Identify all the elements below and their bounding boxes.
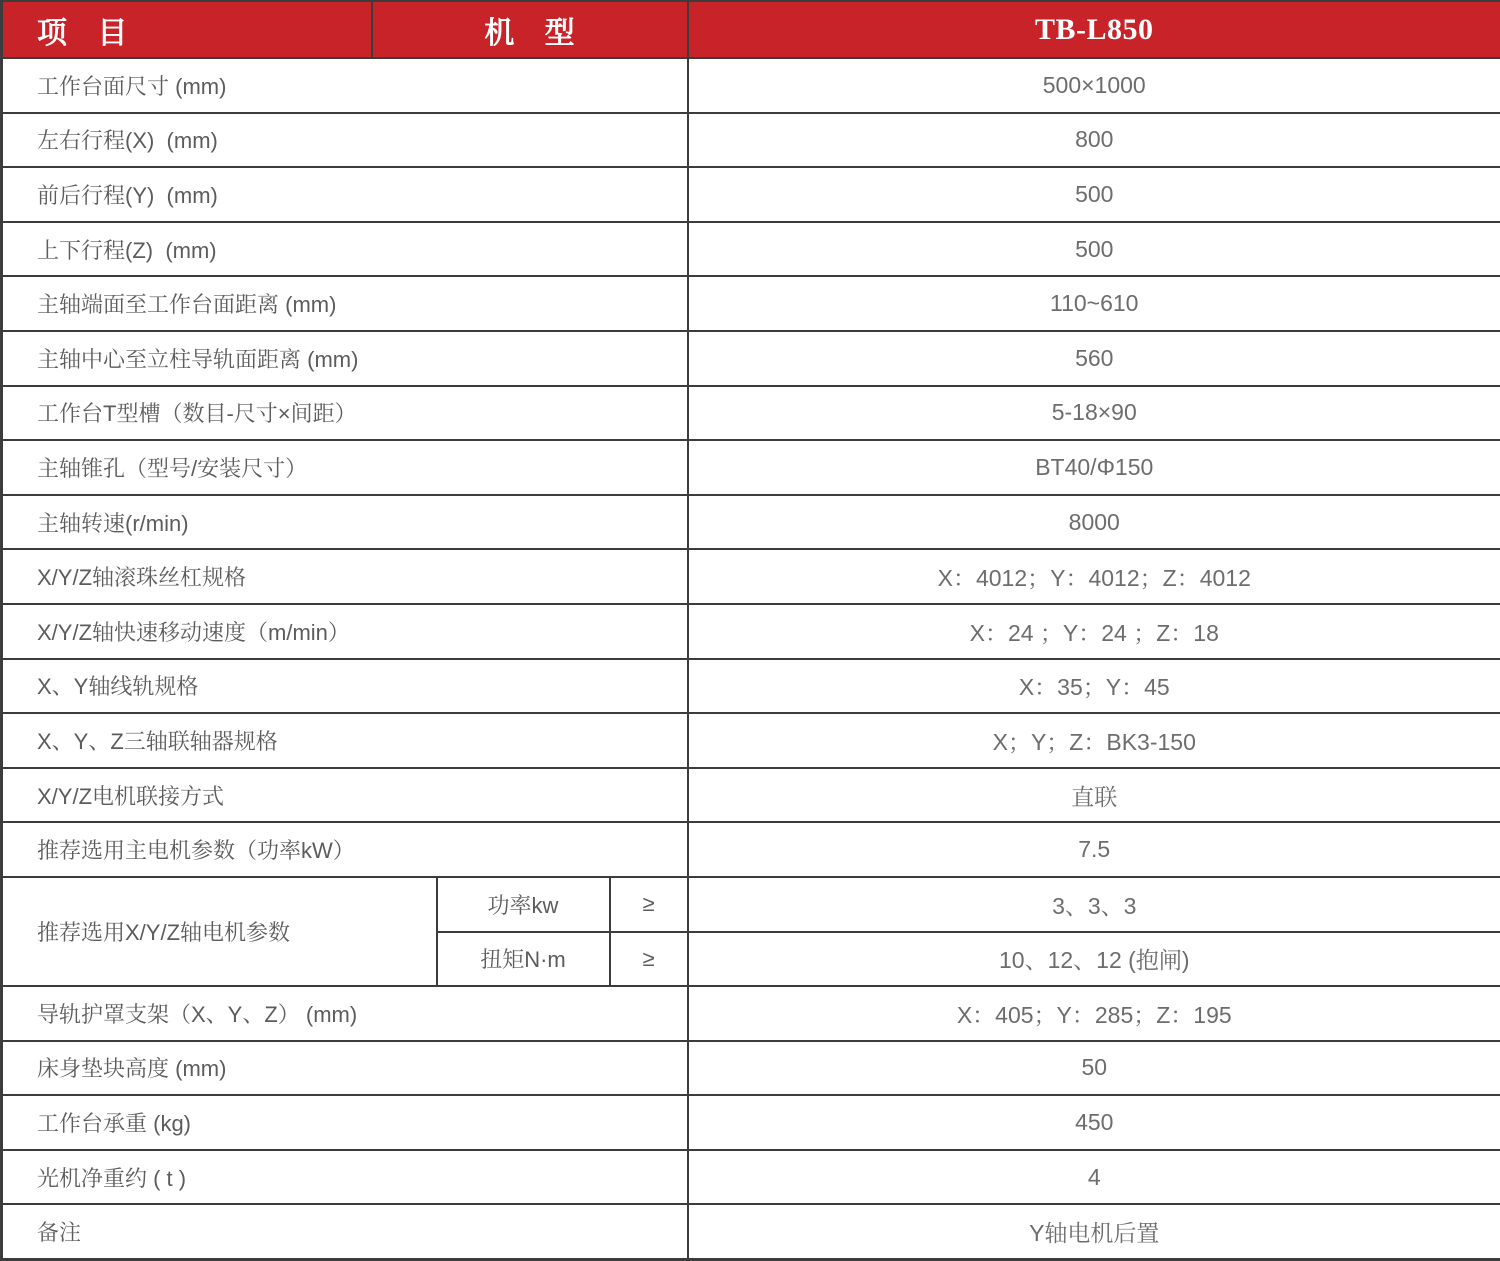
- spec-value-cell: 5-18×90: [688, 386, 1500, 441]
- spec-value-cell: 110~610: [688, 276, 1500, 331]
- spec-value-cell: X；Y；Z：BK3-150: [688, 713, 1500, 768]
- spec-row-spindle-to-column: [2, 331, 1500, 386]
- spec-label-cell: 上下行程(Z) (mm): [2, 222, 688, 277]
- spec-label-cell: X、Y、Z三轴联轴器规格: [2, 713, 688, 768]
- spec-label-cell: 工作台承重 (kg): [2, 1095, 688, 1150]
- spec-row-t-slot: [2, 386, 1500, 441]
- spec-label-cell: 主轴锥孔（型号/安装尺寸）: [2, 440, 688, 495]
- spec-value-cell: 8000: [688, 495, 1500, 550]
- header-cell-model-value: TB-L850: [688, 1, 1500, 58]
- spec-label-cell: 左右行程(X) (mm): [2, 113, 688, 168]
- spec-label-cell: 工作台面尺寸 (mm): [2, 58, 688, 113]
- spec-label-cell: 主轴转速(r/min): [2, 495, 688, 550]
- spec-value-cell: X：405；Y：285；Z：195: [688, 986, 1500, 1041]
- spec-label-cell: 推荐选用主电机参数（功率kW）: [2, 822, 688, 877]
- spec-row-ballscrew: [2, 549, 1500, 604]
- spec-row-linear-guide: [2, 659, 1500, 714]
- spec-label-cell: X/Y/Z轴滚珠丝杠规格: [2, 549, 688, 604]
- spec-value-cell: 500×1000: [688, 58, 1500, 113]
- spec-value-cell: 500: [688, 222, 1500, 277]
- spec-label-cell: 主轴中心至立柱导轨面距离 (mm): [2, 331, 688, 386]
- spec-value-cell: 3、3、3: [688, 877, 1500, 932]
- spec-value-cell: X：24 ；Y：24 ；Z：18: [688, 604, 1500, 659]
- spec-label-cell: X、Y轴线轨规格: [2, 659, 688, 714]
- spec-value-cell: X：4012；Y：4012；Z：4012: [688, 549, 1500, 604]
- spec-value-cell: 10、12、12 (抱闸): [688, 932, 1500, 987]
- spec-row-y-travel: [2, 167, 1500, 222]
- spec-label-cell: X/Y/Z电机联接方式: [2, 768, 688, 823]
- header-cell-item: 项 目: [2, 1, 372, 58]
- spec-value-cell: BT40/Φ150: [688, 440, 1500, 495]
- spec-row-spindle-taper: [2, 440, 1500, 495]
- motor-param-name-cell: 功率kw: [437, 877, 610, 932]
- header-row: [2, 1, 1500, 58]
- spec-row-axis-motor-power: [2, 877, 1500, 932]
- motor-param-name-cell: 扭矩N·m: [437, 932, 610, 987]
- spec-value-cell: 800: [688, 113, 1500, 168]
- spec-value-cell: Y轴电机后置: [688, 1204, 1500, 1259]
- spec-label-cell: 推荐选用X/Y/Z轴电机参数: [2, 877, 437, 986]
- spec-row-rapid-speed: [2, 604, 1500, 659]
- spec-label-cell: 前后行程(Y) (mm): [2, 167, 688, 222]
- spec-label-cell: 光机净重约 ( t ): [2, 1150, 688, 1205]
- ge-operator-cell: ≥: [610, 932, 688, 987]
- spec-label-cell: 导轨护罩支架（X、Y、Z） (mm): [2, 986, 688, 1041]
- spec-label-cell: 工作台T型槽（数目-尺寸×间距）: [2, 386, 688, 441]
- spec-row-table-size: [2, 58, 1500, 113]
- spec-label-cell: 备注: [2, 1204, 688, 1259]
- spec-row-main-motor: [2, 822, 1500, 877]
- spec-label-cell: X/Y/Z轴快速移动速度（m/min）: [2, 604, 688, 659]
- spec-value-cell: X：35；Y：45: [688, 659, 1500, 714]
- spec-row-bed-block-height: [2, 1041, 1500, 1096]
- spec-row-spindle-speed: [2, 495, 1500, 550]
- spec-value-cell: 直联: [688, 768, 1500, 823]
- spec-value-cell: 4: [688, 1150, 1500, 1205]
- spec-value-cell: 450: [688, 1095, 1500, 1150]
- spec-row-table-load: [2, 1095, 1500, 1150]
- spec-value-cell: 7.5: [688, 822, 1500, 877]
- spec-row-z-travel: [2, 222, 1500, 277]
- spec-row-coupling: [2, 713, 1500, 768]
- spec-row-guide-cover: [2, 986, 1500, 1041]
- spec-label-cell: 床身垫块高度 (mm): [2, 1041, 688, 1096]
- spec-row-motor-connection: [2, 768, 1500, 823]
- header-cell-model: 机 型: [372, 1, 688, 58]
- spec-row-net-weight: [2, 1150, 1500, 1205]
- spec-value-cell: 500: [688, 167, 1500, 222]
- spec-row-remarks: [2, 1204, 1500, 1259]
- ge-operator-cell: ≥: [610, 877, 688, 932]
- spec-label-cell: 主轴端面至工作台面距离 (mm): [2, 276, 688, 331]
- spec-row-spindle-to-table: [2, 276, 1500, 331]
- spec-value-cell: 560: [688, 331, 1500, 386]
- spec-value-cell: 50: [688, 1041, 1500, 1096]
- spec-row-x-travel: [2, 113, 1500, 168]
